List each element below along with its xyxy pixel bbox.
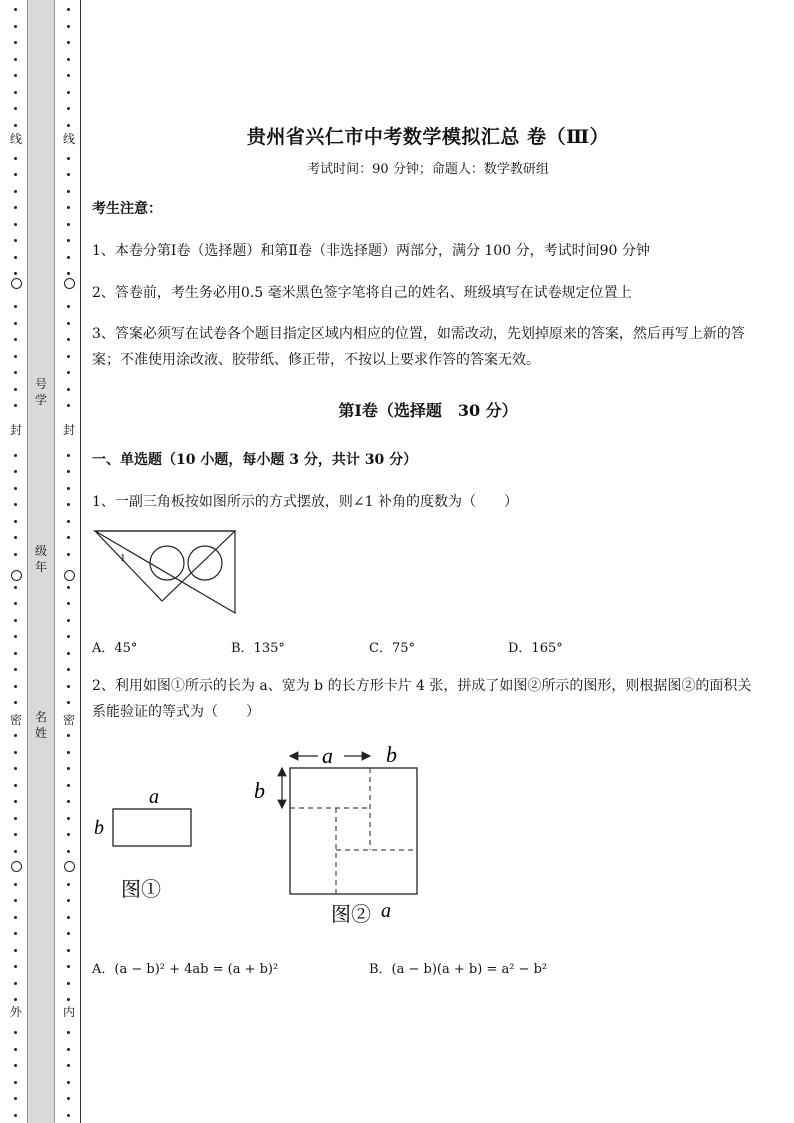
right-col-seal-mark: 内 — [60, 1005, 78, 1019]
cut-line-dot — [14, 751, 17, 754]
cut-line-dot — [67, 1081, 70, 1084]
student-info-label: 级 年 — [34, 544, 47, 574]
card-rectangle — [113, 809, 191, 846]
cut-line-dot — [14, 767, 17, 770]
cut-line-dot — [14, 91, 17, 94]
cut-line-dot — [67, 817, 70, 820]
cut-line-dot — [14, 1114, 17, 1117]
cut-line-dot — [67, 520, 70, 523]
cut-line-dot — [67, 173, 70, 176]
cut-line-dot — [14, 619, 17, 622]
left-col-seal-mark: 密 — [7, 713, 25, 727]
left-col-circle-mark — [11, 861, 22, 872]
set-square-1 — [95, 531, 235, 601]
cut-line-dot — [67, 899, 70, 902]
cut-line-dot — [14, 355, 17, 358]
cut-line-dot — [67, 305, 70, 308]
cut-line-dot — [14, 817, 17, 820]
cut-line-dot — [67, 322, 70, 325]
ruler-hole-left — [150, 546, 184, 580]
right-col-circle-mark — [64, 570, 75, 581]
cut-line-dot — [14, 487, 17, 490]
cut-line-dot — [14, 998, 17, 1001]
cut-line-dot — [14, 8, 17, 11]
cut-line-dot — [14, 1048, 17, 1051]
figure-1-caption: 图① — [121, 879, 161, 901]
cut-line-dot — [14, 256, 17, 259]
left-label-b: b — [254, 778, 265, 803]
cut-line-dot — [67, 388, 70, 391]
outer-square — [290, 768, 417, 894]
cut-line-dot — [67, 784, 70, 787]
question-1-stem: 1、一副三角板按如图所示的方式摆放，则∠1 补角的度数为（ ） — [92, 494, 518, 510]
section-title: 第Ⅰ卷（选择题 30 分） — [338, 401, 518, 420]
cut-line-dot — [67, 652, 70, 655]
cut-line-dot — [14, 685, 17, 688]
cut-line-dot — [14, 371, 17, 374]
cut-line-dot — [14, 586, 17, 589]
cut-line-dot — [67, 1064, 70, 1067]
cut-line-dot — [14, 107, 17, 110]
cut-line-dot — [14, 157, 17, 160]
cut-line-dot — [14, 916, 17, 919]
cut-line-dot — [14, 899, 17, 902]
page-title: 贵州省兴仁市中考数学模拟汇总 卷（Ⅲ） — [246, 126, 610, 148]
cut-line-dot — [14, 701, 17, 704]
cut-line-dot — [14, 833, 17, 836]
triangle-rulers-figure — [92, 526, 242, 618]
left-col-seal-mark: 封 — [7, 423, 25, 437]
q1-option-b: B．135° — [231, 641, 285, 656]
cut-line-dot — [67, 91, 70, 94]
left-col-circle-mark — [11, 278, 22, 289]
q2-option-a: A．(a − b)² + 4ab = (a + b)² — [92, 962, 279, 977]
left-col-seal-mark: 线 — [7, 132, 25, 146]
cut-line-dot — [67, 41, 70, 44]
cut-line-dot — [14, 338, 17, 341]
margin-border-line — [80, 0, 81, 1123]
cut-line-dot — [14, 223, 17, 226]
cut-line-dot — [67, 371, 70, 374]
cut-line-dot — [67, 8, 70, 11]
cut-line-dot — [14, 1031, 17, 1034]
left-col-seal-mark: 外 — [7, 1005, 25, 1019]
cut-line-dot — [14, 190, 17, 193]
binding-margin — [0, 0, 84, 1123]
cut-line-dot — [14, 503, 17, 506]
cut-line-dot — [67, 107, 70, 110]
cut-line-dot — [67, 932, 70, 935]
cut-line-dot — [67, 668, 70, 671]
cut-line-dot — [67, 586, 70, 589]
cut-line-dot — [14, 850, 17, 853]
cut-line-dot — [14, 536, 17, 539]
cut-line-dot — [67, 751, 70, 754]
cut-line-dot — [67, 470, 70, 473]
left-col-circle-mark — [11, 570, 22, 581]
cut-line-dot — [14, 734, 17, 737]
cut-line-dot — [14, 206, 17, 209]
q2-option-b: B．(a − b)(a + b) = a² − b² — [369, 962, 548, 977]
cut-line-dot — [67, 833, 70, 836]
cut-line-dot — [67, 1031, 70, 1034]
right-col-seal-mark: 封 — [60, 423, 78, 437]
cut-line-dot — [14, 982, 17, 985]
notice-item-2: 2、答卷前，考生务必用0.5 毫米黑色签字笔将自己的姓名、班级填写在试卷规定位置上 — [92, 285, 632, 301]
cut-line-dot — [14, 41, 17, 44]
cut-line-dot — [67, 74, 70, 77]
cut-line-dot — [14, 635, 17, 638]
cut-line-dot — [14, 74, 17, 77]
bottom-label-a: a — [381, 900, 391, 922]
student-info-band — [27, 0, 55, 1123]
cut-line-dot — [67, 619, 70, 622]
cut-line-dot — [67, 916, 70, 919]
cut-line-dot — [67, 734, 70, 737]
cut-line-dot — [14, 124, 17, 127]
cut-line-dot — [67, 58, 70, 61]
cut-line-dot — [14, 1081, 17, 1084]
cut-line-dot — [14, 553, 17, 556]
cut-line-dot — [67, 454, 70, 457]
top-label-a: a — [322, 743, 333, 768]
cut-line-dot — [67, 338, 70, 341]
cut-line-dot — [67, 850, 70, 853]
cut-line-dot — [14, 388, 17, 391]
cut-line-dot — [14, 305, 17, 308]
cut-line-dot — [67, 1048, 70, 1051]
cut-line-dot — [67, 157, 70, 160]
right-col-seal-mark: 密 — [60, 713, 78, 727]
cut-line-dot — [67, 965, 70, 968]
cut-line-dot — [14, 272, 17, 275]
cut-line-dot — [14, 652, 17, 655]
cut-line-dot — [67, 701, 70, 704]
right-col-circle-mark — [64, 278, 75, 289]
part-heading: 一、单选题（10 小题，每小题 3 分，共计 30 分） — [92, 452, 418, 468]
cut-line-dot — [67, 272, 70, 275]
cut-line-dot — [14, 883, 17, 886]
cut-line-dot — [67, 883, 70, 886]
cut-line-dot — [67, 1114, 70, 1117]
cut-line-dot — [14, 784, 17, 787]
cut-line-dot — [14, 800, 17, 803]
cut-line-dot — [67, 635, 70, 638]
cut-line-dot — [67, 949, 70, 952]
cut-line-dot — [67, 536, 70, 539]
q1-option-d: D．165° — [508, 641, 563, 656]
cut-line-dot — [14, 949, 17, 952]
student-info-label: 名 姓 — [34, 710, 47, 740]
left-cut-line — [9, 0, 23, 1123]
cut-line-dot — [14, 1064, 17, 1067]
cut-line-dot — [67, 487, 70, 490]
cut-line-dot — [14, 25, 17, 28]
set-square-2 — [95, 531, 235, 613]
cut-line-dot — [14, 454, 17, 457]
cut-line-dot — [67, 800, 70, 803]
label-a: a — [149, 786, 159, 808]
student-info-label: 号 学 — [34, 377, 47, 407]
cut-line-dot — [67, 25, 70, 28]
exam-meta: 考试时间：90 分钟；命题人：数学教研组 — [307, 162, 549, 177]
cut-line-dot — [14, 404, 17, 407]
notice-heading: 考生注意： — [92, 201, 162, 217]
angle-1-label: 1 — [120, 552, 126, 564]
cut-line-dot — [14, 668, 17, 671]
cut-line-dot — [14, 520, 17, 523]
cut-line-dot — [67, 503, 70, 506]
right-col-circle-mark — [64, 861, 75, 872]
cut-line-dot — [14, 58, 17, 61]
cut-line-dot — [14, 470, 17, 473]
cut-line-dot — [14, 602, 17, 605]
cut-line-dot — [67, 239, 70, 242]
ruler-hole-right — [188, 546, 222, 580]
q1-option-c: C．75° — [369, 641, 415, 656]
cut-line-dot — [14, 1097, 17, 1100]
figure-2-square — [252, 740, 432, 930]
cut-line-dot — [14, 322, 17, 325]
cut-line-dot — [67, 1097, 70, 1100]
notice-item-3: 3、答案必须写在试卷各个题目指定区域内相应的位置，如需改动，先划掉原来的答案，然后再写上新的答案；不准使用涂改液、胶带纸、修正带，不按以上要求作答的答案无效。 — [92, 326, 745, 368]
cut-line-dot — [67, 998, 70, 1001]
label-b: b — [94, 817, 104, 839]
q1-option-a: A．45° — [92, 641, 138, 656]
cut-line-dot — [67, 602, 70, 605]
cut-line-dot — [14, 239, 17, 242]
cut-line-dot — [14, 173, 17, 176]
cut-line-dot — [67, 404, 70, 407]
figure-1-rectangle — [92, 782, 202, 906]
cut-line-dot — [67, 190, 70, 193]
cut-line-dot — [67, 223, 70, 226]
right-col-seal-mark: 线 — [60, 132, 78, 146]
cut-line-dot — [67, 355, 70, 358]
cut-line-dot — [67, 685, 70, 688]
cut-line-dot — [14, 965, 17, 968]
right-cut-line — [62, 0, 76, 1123]
question-2-stem: 2、利用如图①所示的长为 a、宽为 b 的长方形卡片 4 张，拼成了如图②所示的图形，则根据图②的面积关系能验证的等式为（ ） — [92, 678, 752, 720]
cut-line-dot — [67, 767, 70, 770]
notice-item-1: 1、本卷分第Ⅰ卷（选择题）和第Ⅱ卷（非选择题）两部分，满分 100 分，考试时间90 分钟 — [92, 243, 650, 259]
cut-line-dot — [67, 982, 70, 985]
top-label-b: b — [386, 742, 397, 767]
cut-line-dot — [67, 206, 70, 209]
cut-line-dot — [67, 553, 70, 556]
cut-line-dot — [67, 124, 70, 127]
figure-2-caption: 图② — [331, 904, 371, 926]
cut-line-dot — [14, 932, 17, 935]
cut-line-dot — [67, 256, 70, 259]
